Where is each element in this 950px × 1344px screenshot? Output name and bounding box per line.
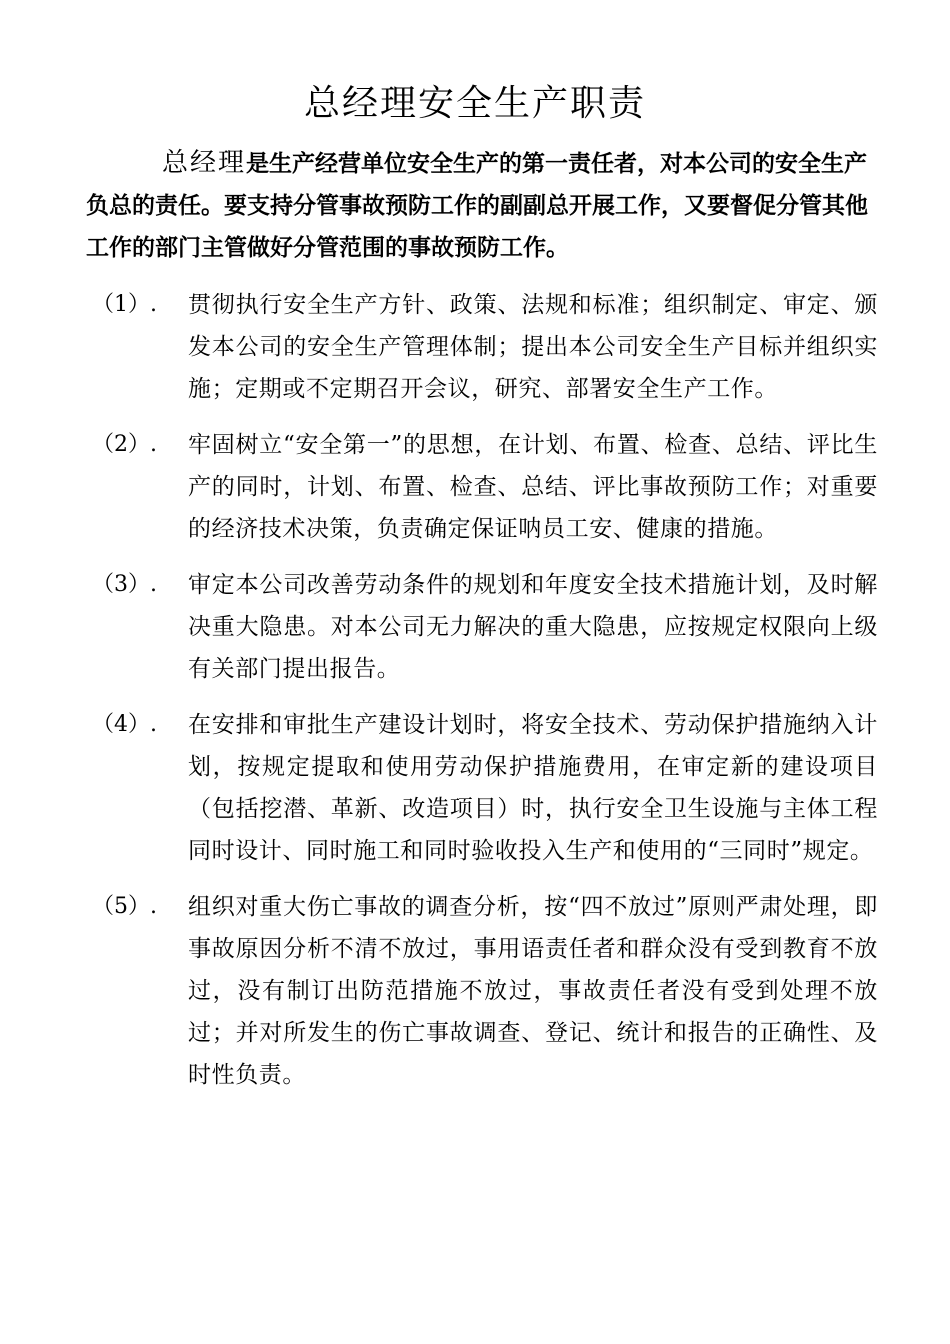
list-item (0, 704, 950, 872)
list-item (0, 886, 950, 1096)
item-text: 组织对重大伤亡事故的调查分析，按“四不放过”原则严肃处理，即事故原因分析不清不放过，事用语责任者和群众没有受到教育不放过，没有制订出防范措施不放过，事故责任者没有受到处理不放过；并对所发生的伤亡事故调查、登记、统计和报告的正确性、及时性负责。 (188, 894, 878, 1088)
item-text: 审定本公司改善劳动条件的规划和年度安全技术措施计划，及时解决重大隐患。对本公司无力解决的重大隐患，应按规定权限向上级有关部门提出报告。 (188, 572, 878, 682)
duty-list (0, 284, 950, 1110)
list-item (0, 284, 950, 410)
item-text: 牢固树立“安全第一”的思想，在计划、布置、检查、总结、评比生产的同时，计划、布置、检查、总结、评比事故预防工作；对重要的经济技术决策，负责确定保证呐员工安、健康的措施。 (188, 432, 878, 542)
intro-text: 是生产经营单位安全生产的第一责任者，对本公司的安全生产负总的责任。要支持分管事故预防工作的副副总开展工作，又要督促分管其他工作的部门主管做好分管范围的事故预防工作。 (86, 151, 868, 261)
item-text: 贯彻执行安全生产方针、政策、法规和标准；组织制定、审定、颁发本公司的安全生产管理体制；提出本公司安全生产目标并组织实施；定期或不定期召开会议，研究、部署安全生产工作。 (188, 292, 878, 402)
item-number: （3）. (92, 572, 157, 597)
item-number: （2）. (92, 432, 157, 457)
item-number: （5）. (92, 894, 157, 919)
item-text: 在安排和审批生产建设计划时，将安全技术、劳动保护措施纳入计划，按规定提取和使用劳动保护措施费用，在审定新的建设项目（包括挖潜、革新、改造项目）时，执行安全卫生设施与主体工程同时设计、同时施工和同时验收投入生产和使用的“三同时”规定。 (188, 712, 878, 864)
list-item (0, 564, 950, 690)
item-number: （4）. (92, 712, 157, 737)
intro-lead: 总经理 (162, 148, 247, 178)
document-title: 总经理安全生产职责 (303, 83, 646, 124)
item-number: （1）. (92, 292, 157, 317)
list-item (0, 424, 950, 550)
intro-paragraph (86, 142, 876, 269)
